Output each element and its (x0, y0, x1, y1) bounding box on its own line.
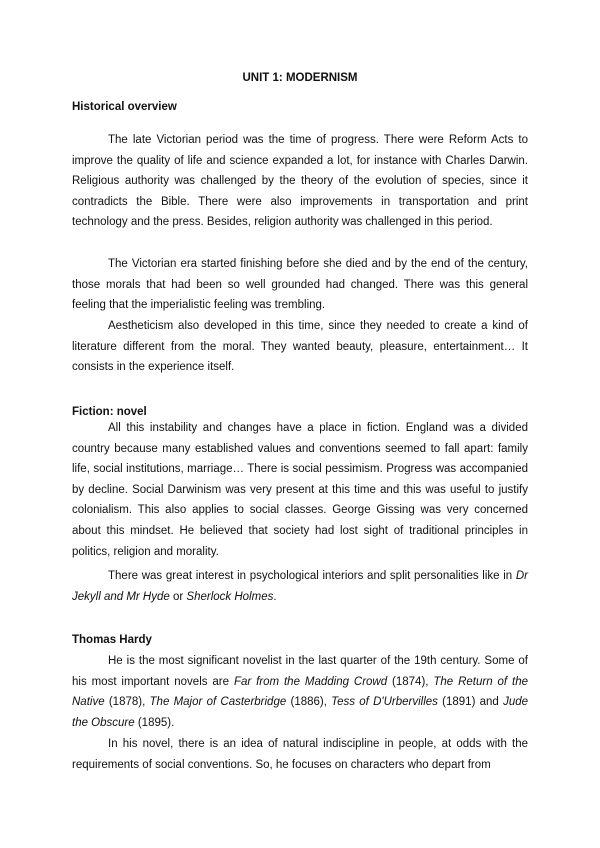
book-title: Dr Jekyll and Mr Hyde (72, 570, 528, 603)
book-title: The Return of the Native (72, 675, 528, 709)
paragraph: There was great interest in psychological interiors and split personalities like in Dr Jekyll and Mr Hyde or Sherlock Holmes. (72, 570, 528, 603)
paragraph: He is the most significant novelist in the last quarter of the 19th century. Some of his most important novels are Far from the Madding Crowd (1874), The Return of the Native (1878), The Major of Casterbridge (1886), Tess of D'Urbervilles (1891) and Jude the Obscure (1895). (72, 655, 529, 729)
paragraph: Aestheticism also developed in this time, since they needed to create a kind of literature different from the moral. They wanted beauty, pleasure, entertainment… It consists in the experience itself. (72, 320, 528, 374)
book-title: Tess of D'Urbervilles (331, 696, 438, 709)
section-heading-historical-overview: Historical overview (72, 101, 177, 113)
paragraph: All this instability and changes have a place in fiction. England was a divided country because many established values and conventions seemed to fall apart: family life, social institutions, marriage… There is social pessimism. Progress was accompanied by decline. Social Darwinism was very present at this time and this was useful to justify colonialism. This also applies to social classes. George Gissing was very concerned about this mindset. He believed that society had lost sight of traditional principles in politics, religion and morality. (72, 422, 528, 558)
paragraph: In his novel, there is an idea of natural indiscipline in people, at odds with the requirements of social conventions. So, he focuses on characters who depart from (72, 738, 528, 771)
book-title: Jude the Obscure (72, 696, 529, 729)
paragraph: The late Victorian period was the time of progress. There were Reform Acts to improve the quality of life and science expanded a lot, for instance with Charles Darwin. Religious authority was challenged by the theory of the evolution of species, since it contradicts the Bible. There were also improvements in transportation and print technology and the press. Besides, religion authority was challenged in this period. (72, 134, 528, 229)
book-title: Sherlock Holmes (186, 590, 274, 603)
book-title: Far from the Madding Crowd (233, 675, 388, 688)
section-heading-fiction-novel: Fiction: novel (72, 406, 147, 418)
page-title: UNIT 1: MODERNISM (242, 72, 358, 84)
section-heading-thomas-hardy: Thomas Hardy (72, 634, 152, 646)
book-title: The Major of Casterbridge (149, 696, 287, 709)
paragraph: The Victorian era started finishing before she died and by the end of the century, those morals that had been so well grounded had changed. There was this general feeling that the imperialistic feeling was trembling. (72, 258, 528, 312)
